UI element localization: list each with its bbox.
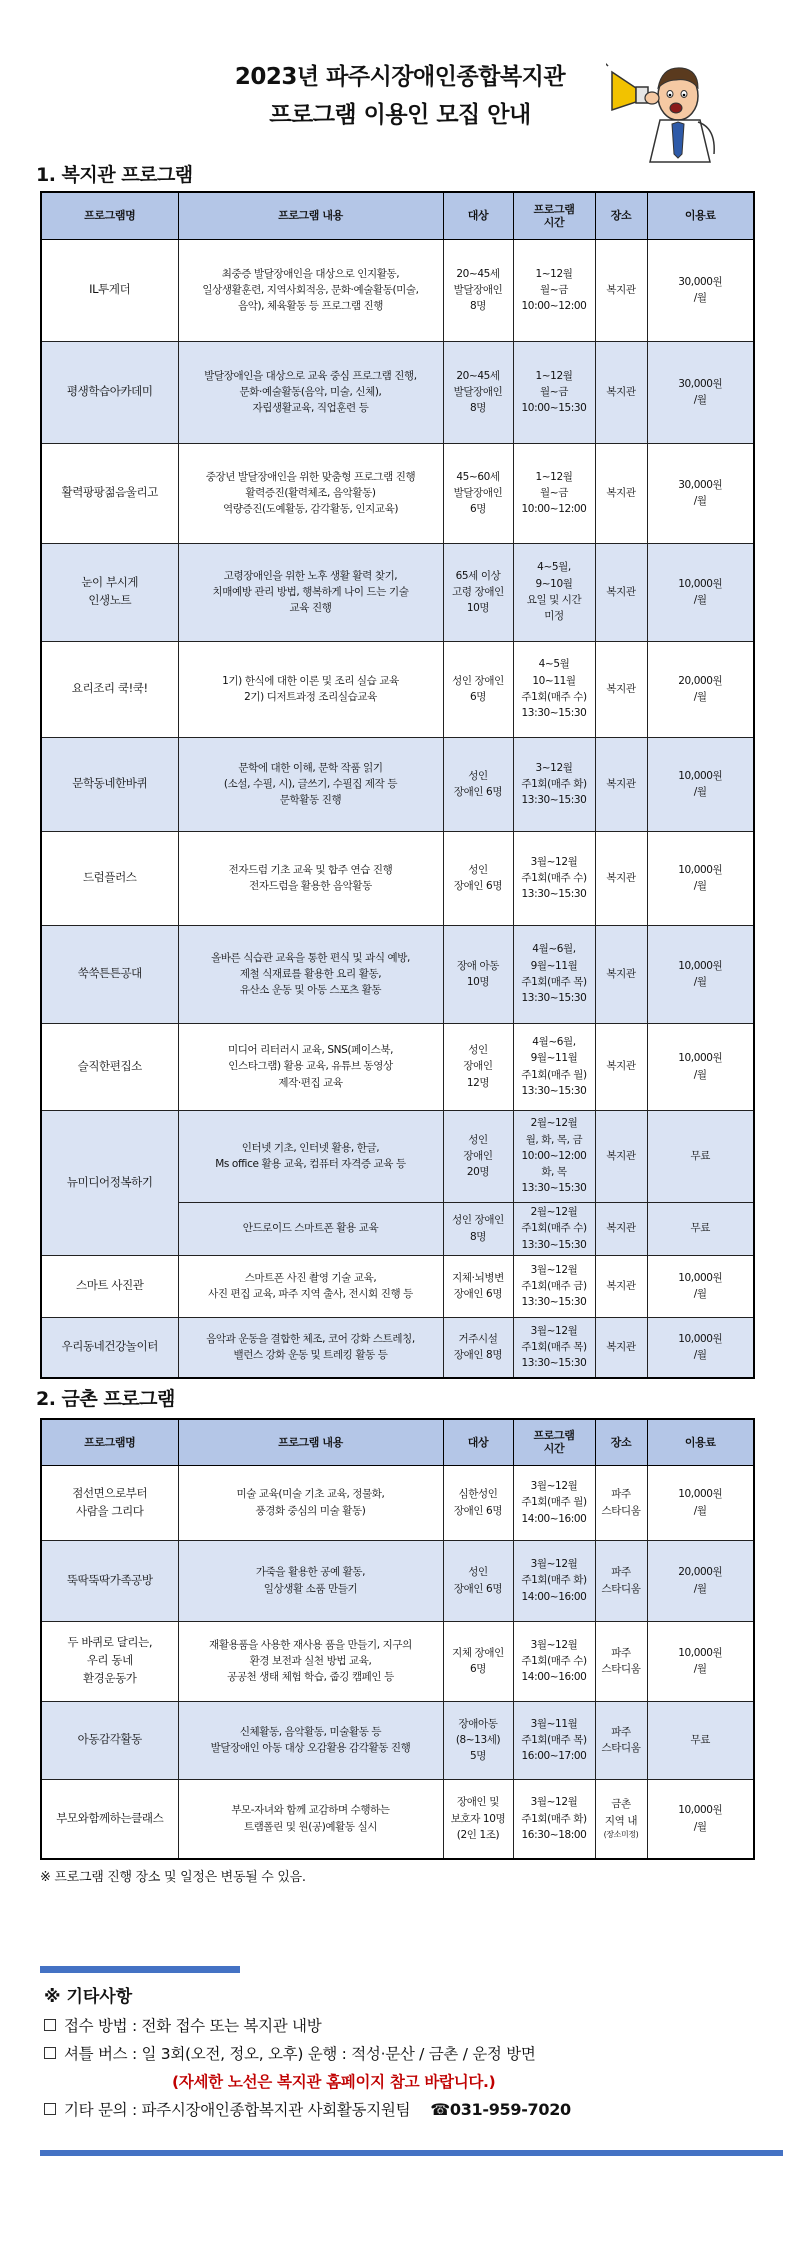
- program-target: 45~60세 발달장애인 6명: [443, 443, 513, 543]
- program-content: 재활용품을 사용한 재사용 품을 만들기, 지구의 환경 보전과 실천 방법 교육, 공공천 생태 체험 학습, 줍깅 캠페인 등: [178, 1621, 443, 1701]
- column-header: 이용료: [647, 192, 754, 239]
- program-content: 고령장애인을 위한 노후 생활 활력 찾기, 치매예방 관리 방법, 행복하게 나이 드는 기술 교육 진행: [178, 543, 443, 641]
- program-target: 거주시설 장애인 8명: [443, 1317, 513, 1378]
- table-row: [41, 641, 754, 737]
- page-subtitle: 프로그램 이용인 모집 안내: [269, 102, 531, 128]
- bottom-bar: [40, 2150, 783, 2156]
- column-header: 프로그램 시간: [513, 192, 595, 239]
- program-content: 올바른 식습관 교육을 통한 편식 및 과식 예방, 제철 식재료를 활용한 요리 활동, 유산소 운동 및 아동 스포츠 활동: [178, 925, 443, 1023]
- program-time: 3월~12월 주1회(매주 목) 13:30~15:30: [513, 1317, 595, 1378]
- program-fee: 10,000원 /월: [647, 925, 754, 1023]
- program-target: 지체·뇌병변 장애인 6명: [443, 1255, 513, 1317]
- program-target: 20~45세 발달장애인 8명: [443, 239, 513, 341]
- program-target: 성인 장애인 6명: [443, 831, 513, 925]
- program-content: 최중증 발달장애인을 대상으로 인지활동, 일상생활훈련, 지역사회적응, 문화·예술활동(미술, 음악), 체육활동 등 프로그램 진행: [178, 239, 443, 341]
- program-place: 복지관: [595, 737, 647, 831]
- program-content: 음악과 운동을 결합한 체조, 코어 강화 스트레칭, 밸런스 강화 운동 및 트레킹 활동 등: [178, 1317, 443, 1378]
- table-row: [41, 737, 754, 831]
- column-header: 장소: [595, 1419, 647, 1465]
- table-row: [41, 341, 754, 443]
- program-target: 성인 장애인 8명: [443, 1202, 513, 1255]
- program-fee: 10,000원 /월: [647, 831, 754, 925]
- program-name: 두 바퀴로 달리는, 우리 동네 환경운동가: [41, 1621, 178, 1701]
- table-row: [41, 1255, 754, 1317]
- program-place: 복지관: [595, 1317, 647, 1378]
- program-name: 쑥쑥튼튼공대: [41, 925, 178, 1023]
- program-fee: 10,000원 /월: [647, 1255, 754, 1317]
- program-time: 4~5월, 9~10월 요일 및 시간 미정: [513, 543, 595, 641]
- program-place-note: (장소미정): [603, 1829, 639, 1839]
- program-content: 스마트폰 사진 촬영 기술 교육, 사진 편집 교육, 파주 지역 출사, 전시회 진행 등: [178, 1255, 443, 1317]
- table-row: [41, 925, 754, 1023]
- program-fee: 20,000원 /월: [647, 1540, 754, 1621]
- column-header: 장소: [595, 192, 647, 239]
- program-fee: 30,000원 /월: [647, 443, 754, 543]
- table-header-row: [41, 192, 754, 239]
- table-row: [41, 1621, 754, 1701]
- checkbox-icon: [44, 2103, 56, 2115]
- geumchon-program-table: [40, 1418, 755, 1860]
- contact-phone: ☎031-959-7020: [430, 2099, 571, 2119]
- program-content: 인터넷 기초, 인터넷 활용, 한글, Ms office 활용 교육, 컴퓨터 자격증 교육 등: [178, 1110, 443, 1202]
- program-place: 복지관: [595, 239, 647, 341]
- program-target: 성인 장애인 6명: [443, 1540, 513, 1621]
- program-fee: 10,000원 /월: [647, 1621, 754, 1701]
- program-content: 1기) 한식에 대한 이론 및 조리 실습 교육 2기) 디저트과정 조리실습교육: [178, 641, 443, 737]
- program-time: 3월~12월 주1회(매주 화) 14:00~16:00: [513, 1540, 595, 1621]
- etc-line-shuttle: [44, 2042, 536, 2064]
- etc-application-text: 접수 방법 : 전화 접수 또는 복지관 내방: [64, 2017, 322, 2035]
- welfare-program-table: [40, 191, 755, 1379]
- table-row: [41, 443, 754, 543]
- table-row: [41, 831, 754, 925]
- program-content: 신체활동, 음악활동, 미술활동 등 발달장애인 아동 대상 오감활용 감각활동 진행: [178, 1701, 443, 1779]
- program-place: 복지관: [595, 925, 647, 1023]
- checkbox-icon: [44, 2019, 56, 2031]
- program-fee: 무료: [647, 1202, 754, 1255]
- etc-line-contact: [44, 2098, 571, 2120]
- program-fee: 10,000원 /월: [647, 737, 754, 831]
- program-target: 심한성인 장애인 6명: [443, 1465, 513, 1540]
- program-name: 아동감각활동: [41, 1701, 178, 1779]
- program-target: 성인 장애인 6명: [443, 641, 513, 737]
- program-name: 부모와함께하는클래스: [41, 1779, 178, 1859]
- program-place-cell: [595, 1779, 647, 1859]
- program-time: 3월~12월 주1회(매주 금) 13:30~15:30: [513, 1255, 595, 1317]
- program-place: 복지관: [595, 543, 647, 641]
- program-fee: 20,000원 /월: [647, 641, 754, 737]
- program-place: 복지관: [595, 1202, 647, 1255]
- etc-shuttle-notice: (자세한 노선은 복지관 홈페이지 참고 바랍니다.): [172, 2073, 496, 2091]
- program-name: 문학동네한바퀴: [41, 737, 178, 831]
- table-row: [41, 1540, 754, 1621]
- program-fee: 10,000원 /월: [647, 543, 754, 641]
- table-row: [41, 1023, 754, 1110]
- program-time: 3월~12월 주1회(매주 월) 14:00~16:00: [513, 1465, 595, 1540]
- table-row: [41, 1779, 754, 1859]
- table-row: [41, 239, 754, 341]
- program-place: 파주 스타디움: [595, 1701, 647, 1779]
- program-target: 장애인 및 보호자 10명 (2인 1조): [443, 1779, 513, 1859]
- program-content: 중장년 발달장애인을 위한 맞춤형 프로그램 진행 활력증진(활력체조, 음악활동) 역량증진(도예활동, 감각활동, 인지교육): [178, 443, 443, 543]
- program-content: 문학에 대한 이해, 문학 작품 읽기 (소설, 수필, 시), 글쓰기, 수필집 제작 등 문학활동 진행: [178, 737, 443, 831]
- program-target: 지체 장애인 6명: [443, 1621, 513, 1701]
- column-header: 프로그램 시간: [513, 1419, 595, 1465]
- column-header: 이용료: [647, 1419, 754, 1465]
- program-target: 20~45세 발달장애인 8명: [443, 341, 513, 443]
- program-place: 복지관: [595, 641, 647, 737]
- section-2-title: 2. 금촌 프로그램: [36, 1388, 175, 1410]
- program-content: 미디어 리터러시 교육, SNS(페이스북, 인스타그램) 활용 교육, 유튜브 동영상 제작·편집 교육: [178, 1023, 443, 1110]
- program-time: 4~5월 10~11월 주1회(매주 수) 13:30~15:30: [513, 641, 595, 737]
- program-name: 드럼플러스: [41, 831, 178, 925]
- program-name: 요리조리 쿡!쿡!: [41, 641, 178, 737]
- checkbox-icon: [44, 2047, 56, 2059]
- megaphone-man-icon: [606, 58, 724, 164]
- column-header: 프로그램명: [41, 192, 178, 239]
- program-name: 활력팡팡젊음울리고: [41, 443, 178, 543]
- program-fee: 10,000원 /월: [647, 1023, 754, 1110]
- program-content: 가죽을 활용한 공예 활동, 일상생활 소품 만들기: [178, 1540, 443, 1621]
- program-target: 성인 장애인 12명: [443, 1023, 513, 1110]
- divider-bar: [40, 1966, 240, 1973]
- program-fee: 10,000원 /월: [647, 1779, 754, 1859]
- program-target: 성인 장애인 6명: [443, 737, 513, 831]
- table-row: [41, 1465, 754, 1540]
- column-header: 대상: [443, 1419, 513, 1465]
- program-time: 4월~6월, 9월~11월 주1회(매주 월) 13:30~15:30: [513, 1023, 595, 1110]
- etc-contact-text: 기타 문의 : 파주시장애인종합복지관 사회활동지원팀: [64, 2101, 411, 2119]
- program-target: 장애 아동 10명: [443, 925, 513, 1023]
- schedule-note: ※ 프로그램 진행 장소 및 일정은 변동될 수 있음.: [40, 1870, 306, 1885]
- program-name: 뉴미디어정복하기: [41, 1110, 178, 1255]
- program-content: 부모-자녀와 함께 교감하며 수행하는 트램폴린 및 원(공)예활동 실시: [178, 1779, 443, 1859]
- program-time: 3월~12월 주1회(매주 수) 13:30~15:30: [513, 831, 595, 925]
- program-time: 3월~12월 주1회(매주 화) 16:30~18:00: [513, 1779, 595, 1859]
- program-time: 3월~11월 주1회(매주 목) 16:00~17:00: [513, 1701, 595, 1779]
- program-place: 금촌 지역 내: [604, 1798, 638, 1827]
- program-target: 65세 이상 고령 장애인 10명: [443, 543, 513, 641]
- program-fee: 10,000원 /월: [647, 1465, 754, 1540]
- program-time: 2월~12월 주1회(매주 수) 13:30~15:30: [513, 1202, 595, 1255]
- program-name: 눈이 부시게 인생노트: [41, 543, 178, 641]
- program-time: 4월~6월, 9월~11월 주1회(매주 목) 13:30~15:30: [513, 925, 595, 1023]
- table-row: [41, 1110, 754, 1202]
- program-name: 평생학습아카데미: [41, 341, 178, 443]
- program-place: 파주 스타디움: [595, 1621, 647, 1701]
- program-fee: 30,000원 /월: [647, 341, 754, 443]
- program-place: 파주 스타디움: [595, 1540, 647, 1621]
- program-content: 안드로이드 스마트폰 활용 교육: [178, 1202, 443, 1255]
- etc-shuttle-text: 셔틀 버스 : 일 3회(오전, 정오, 오후) 운행 : 적성·문산 / 금촌 / 운정 방면: [64, 2045, 536, 2063]
- program-time: 3월~12월 주1회(매주 수) 14:00~16:00: [513, 1621, 595, 1701]
- table-row: [41, 1701, 754, 1779]
- table-row: [41, 543, 754, 641]
- column-header: 프로그램 내용: [178, 192, 443, 239]
- program-name: 스마트 사진관: [41, 1255, 178, 1317]
- program-time: 1~12월 월~금 10:00~12:00: [513, 443, 595, 543]
- program-fee: 30,000원 /월: [647, 239, 754, 341]
- program-place: 복지관: [595, 443, 647, 543]
- program-time: 2월~12월 월, 화, 목, 금 10:00~12:00 화, 목 13:30~15:30: [513, 1110, 595, 1202]
- section-1-title: 1. 복지관 프로그램: [36, 164, 193, 186]
- column-header: 대상: [443, 192, 513, 239]
- program-fee: 10,000원 /월: [647, 1317, 754, 1378]
- program-place: 복지관: [595, 831, 647, 925]
- table-header-row: [41, 1419, 754, 1465]
- program-name: 우리동네건강놀이터: [41, 1317, 178, 1378]
- column-header: 프로그램명: [41, 1419, 178, 1465]
- program-name: IL투게더: [41, 239, 178, 341]
- program-fee: 무료: [647, 1110, 754, 1202]
- program-name: 슬직한편집소: [41, 1023, 178, 1110]
- program-name: 점선면으로부터 사람을 그리다: [41, 1465, 178, 1540]
- program-place: 복지관: [595, 1110, 647, 1202]
- column-header: 프로그램 내용: [178, 1419, 443, 1465]
- program-time: 1~12월 월~금 10:00~15:30: [513, 341, 595, 443]
- program-place: 복지관: [595, 1023, 647, 1110]
- program-target: 장애아동 (8~13세) 5명: [443, 1701, 513, 1779]
- program-content: 발달장애인을 대상으로 교육 중심 프로그램 진행, 문화·예술활동(음악, 미술, 신체), 자립생활교육, 직업훈련 등: [178, 341, 443, 443]
- etc-line-application: [44, 2014, 321, 2036]
- program-content: 전자드럼 기초 교육 및 합주 연습 진행 전자드럼을 활용한 음악활동: [178, 831, 443, 925]
- program-target: 성인 장애인 20명: [443, 1110, 513, 1202]
- table-row: [41, 1317, 754, 1378]
- program-content: 미술 교육(미술 기초 교육, 정물화, 풍경화 중심의 미술 활동): [178, 1465, 443, 1540]
- program-name: 뚝딱뚝딱가족공방: [41, 1540, 178, 1621]
- program-time: 1~12월 월~금 10:00~12:00: [513, 239, 595, 341]
- program-place: 복지관: [595, 1255, 647, 1317]
- program-time: 3~12월 주1회(매주 화) 13:30~15:30: [513, 737, 595, 831]
- page-title: 2023년 파주시장애인종합복지관: [234, 64, 566, 90]
- etc-title: ※ 기타사항: [44, 1987, 133, 2007]
- program-fee: 무료: [647, 1701, 754, 1779]
- program-place: 복지관: [595, 341, 647, 443]
- program-place: 파주 스타디움: [595, 1465, 647, 1540]
